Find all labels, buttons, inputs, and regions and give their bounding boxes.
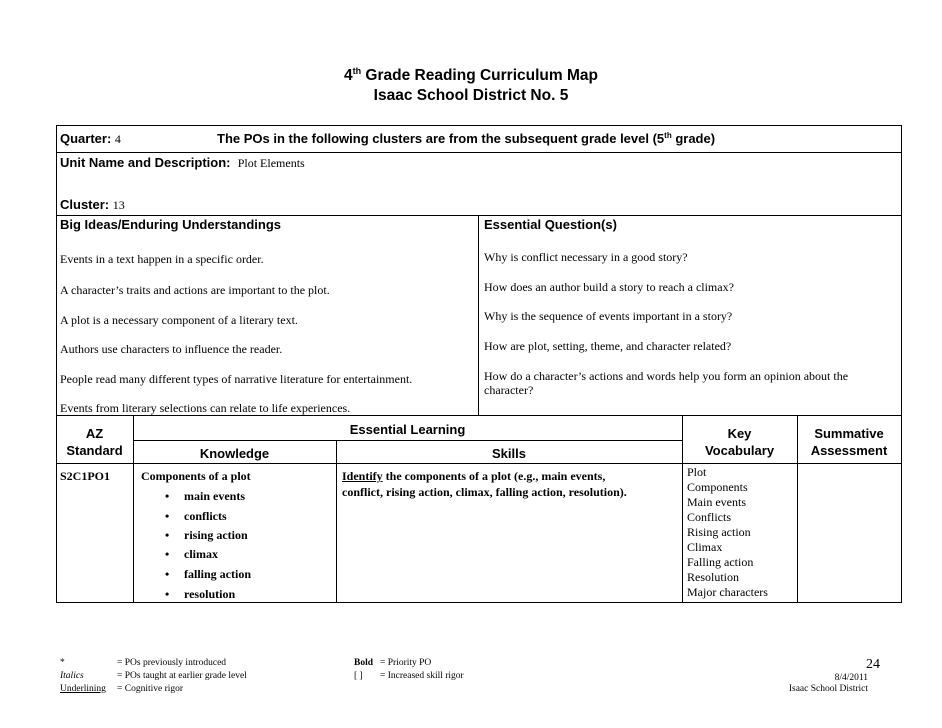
knowledge-header: Knowledge [199,446,270,461]
big-idea-item: Authors use characters to influence the reader. [60,342,283,356]
footer-date: 8/4/2011 [834,673,868,683]
knowledge-bullet: • falling action [165,567,252,581]
knowledge-bullet: • conflicts [165,509,227,523]
skills-line-2: conflict, rising action, climax, falling action, resolution). [342,485,627,499]
vocab-item: Conflicts [687,510,731,524]
big-idea-item: A character’s traits and actions are important to the plot. [60,283,330,297]
learning-header-divider [56,463,902,464]
page-title [0,66,942,106]
knowledge-title: Components of a plot [141,469,251,483]
legend-symbol: Bold [354,658,374,668]
essential-question-item: Why is the sequence of events important in a story? [484,309,733,323]
table-right-border [901,125,902,603]
title-line-1: 4th Grade Reading Curriculum Map [344,66,598,84]
legend-desc: = POs taught at earlier grade level [117,671,247,681]
legend-desc: = Cognitive rigor [117,684,184,694]
summative-assessment-header: Summative Assessment [810,426,888,458]
big-ideas-header: Big Ideas/Enduring Understandings [60,217,282,232]
az-standard-header: AZ Standard [66,426,123,458]
quarter-field: Quarter: 4 [60,131,121,146]
vocab-item: Falling action [687,555,754,569]
knowledge-bullet: • main events [165,489,245,503]
legend-symbol: Italics [60,671,84,681]
skills-header: Skills [492,446,526,461]
vocab-item: Major characters [687,585,768,599]
essential-question-item: How does an author build a story to reach a climax? [484,280,734,294]
vocabulary-list [687,465,768,600]
vocab-item: Components [687,480,748,494]
table-top-border [56,125,902,126]
cluster-row-divider [56,215,902,216]
cluster-field: Cluster: 13 [60,197,125,212]
knowledge-bullet: • climax [165,547,218,561]
legend-desc: = Increased skill rigor [380,671,464,681]
legend-symbol: Underlining [60,684,106,694]
page-number: 24 [866,657,880,672]
standard-column-divider [133,415,134,603]
essential-questions-header: Essential Question(s) [484,217,617,232]
vocab-item: Rising action [687,525,751,539]
big-idea-item: Events from literary selections can relate to life experiences. [60,401,351,415]
essential-question-item: How do a character’s actions and words help you form an opinion about the [484,369,849,383]
footer-district: Isaac School District [788,684,868,694]
skills-line-1: Identify the components of a plot (e.g., main events, [342,469,606,483]
big-ideas-column-divider [478,215,479,415]
big-idea-item: A plot is a necessary component of a literary text. [60,313,298,327]
knowledge-bullet: • rising action [165,528,248,542]
knowledge-column-divider [336,440,337,603]
legend-symbol: [ ] [354,671,363,681]
essential-question-item: Why is conflict necessary in a good story? [484,250,688,264]
title-line-2: Isaac School District No. 5 [373,87,569,104]
legend-symbol: * [60,658,65,668]
knowledge-bullet: • resolution [165,587,236,601]
vocab-item: Resolution [687,570,740,584]
vocab-item: Main events [687,495,746,509]
essential-question-item: character? [484,383,534,397]
standard-code: S2C1PO1 [60,469,111,483]
big-idea-item: Events in a text happen in a specific order. [60,252,264,266]
essential-learning-divider [133,440,682,441]
quarter-note: The POs in the following clusters are from the subsequent grade level (5th grade) [217,131,716,146]
vocab-item: Plot [687,465,707,479]
essential-question-item: How are plot, setting, theme, and character related? [484,339,732,353]
quarter-row-divider [56,152,902,153]
essential-learning-header: Essential Learning [349,422,466,437]
table-bottom-border [56,602,902,603]
big-idea-item: People read many different types of narrative literature for entertainment. [60,372,413,386]
legend-desc: = POs previously introduced [117,658,227,668]
vocab-item: Climax [687,540,723,554]
legend-desc: = Priority PO [380,658,432,668]
table-left-border [56,125,57,603]
unit-field: Unit Name and Description: Plot Elements [60,155,305,170]
key-vocabulary-header: Key Vocabulary [704,426,775,458]
